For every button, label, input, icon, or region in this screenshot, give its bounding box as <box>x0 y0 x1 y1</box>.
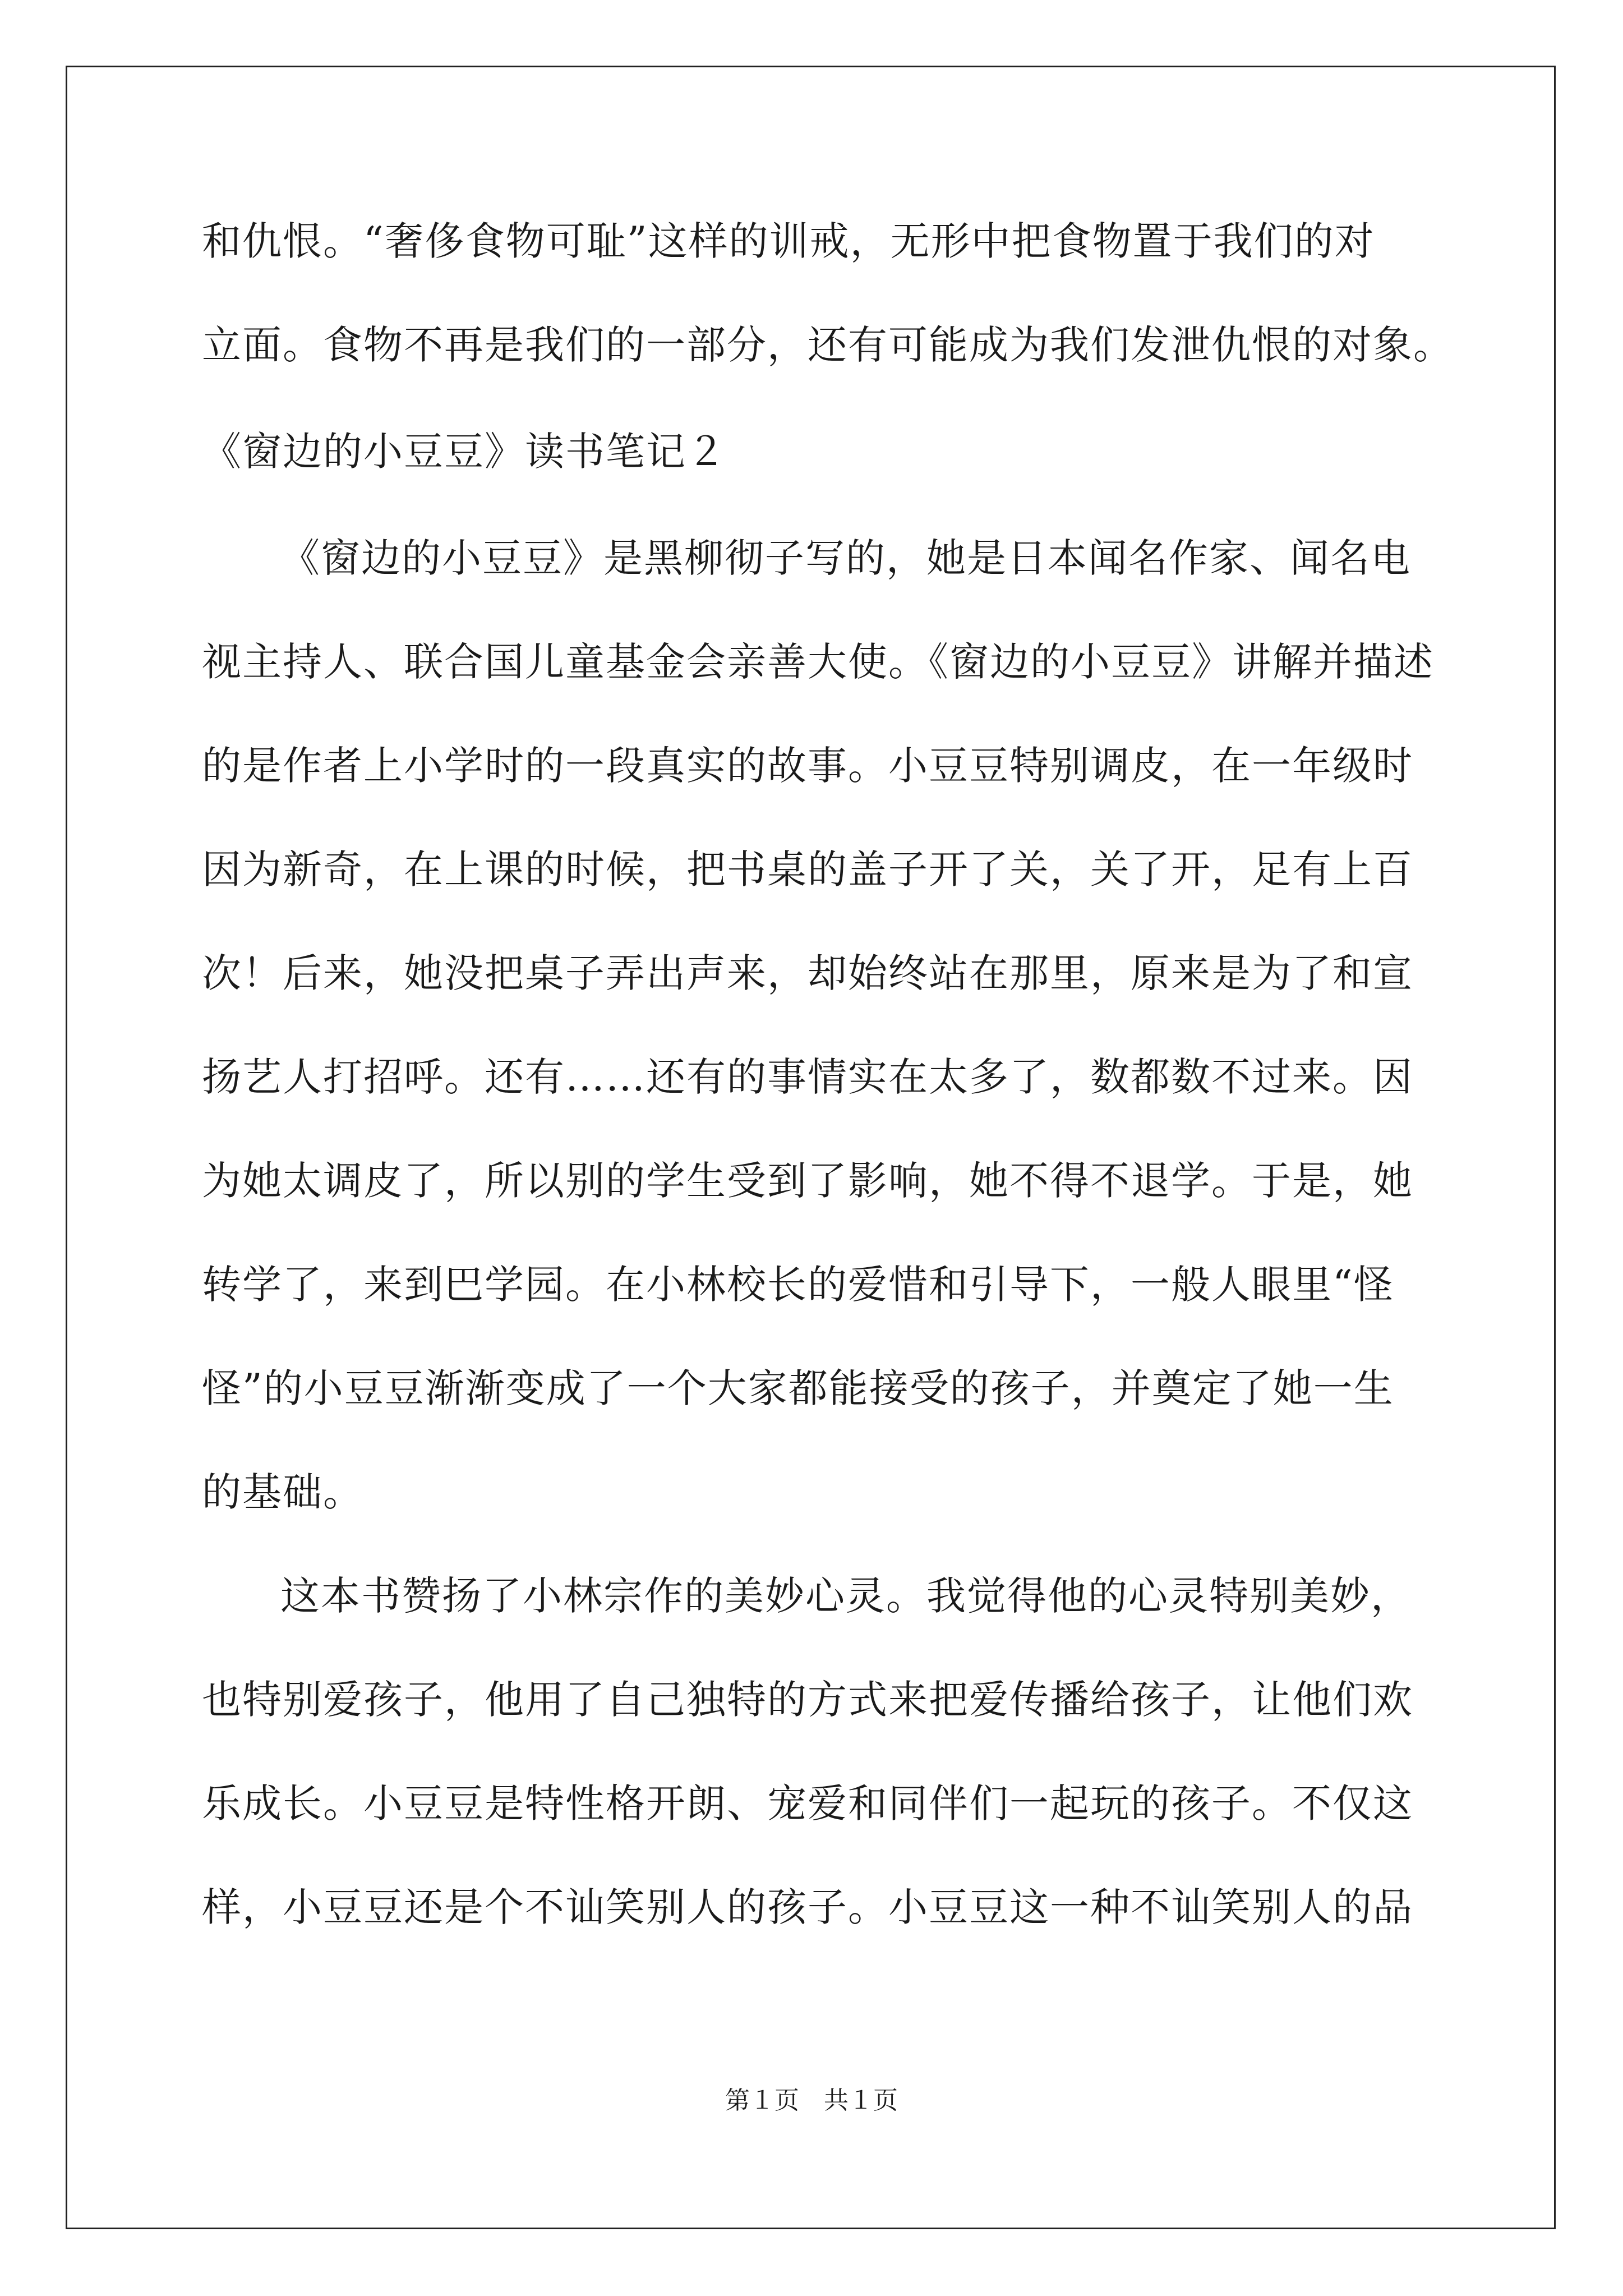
text-line: 视主持人、联合国儿童基金会亲善大使。《窗边的小豆豆》讲解并描述 <box>202 639 1434 685</box>
text-line: 转学了，来到巴学园。在小林校长的爱惜和引导下，一般人眼里“怪 <box>202 1262 1394 1308</box>
text-line: 乐成长。小豆豆是特性格开朗、宠爱和同伴们一起玩的孩子。不仅这 <box>202 1780 1413 1826</box>
text-line: 也特别爱孩子，他用了自己独特的方式来把爱传播给孩子，让他们欢 <box>202 1677 1413 1723</box>
page-number-footer: 第１页 共１页 <box>725 2086 898 2115</box>
text-line: 立面。食物不再是我们的一部分，还有可能成为我们发泄仇恨的对象。 <box>202 322 1454 368</box>
text-line: 《窗边的小豆豆》是黑柳彻子写的，她是日本闻名作家、闻名电 <box>280 535 1411 581</box>
text-line: 扬艺人打招呼。还有……还有的事情实在太多了，数都数不过来。因 <box>202 1054 1413 1100</box>
text-line: 因为新奇，在上课的时候，把书桌的盖子开了关，关了开，足有上百 <box>202 846 1413 892</box>
text-line: 这本书赞扬了小林宗作的美妙心灵。我觉得他的心灵特别美妙， <box>280 1573 1411 1619</box>
text-line: 和仇恨。“奢侈食物可耻”这样的训戒，无形中把食物置于我们的对 <box>202 218 1375 264</box>
text-line: 怪”的小豆豆渐渐变成了一个大家都能接受的孩子，并奠定了她一生 <box>202 1365 1394 1411</box>
text-line: 的基础。 <box>202 1469 363 1515</box>
text-line: 的是作者上小学时的一段真实的故事。小豆豆特别调皮，在一年级时 <box>202 743 1413 789</box>
text-line: 次！后来，她没把桌子弄出声来，却始终站在那里，原来是为了和宣 <box>202 950 1413 996</box>
text-line: 样，小豆豆还是个不讪笑别人的孩子。小豆豆这一种不讪笑别人的品 <box>202 1884 1413 1930</box>
section-heading: 《窗边的小豆豆》读书笔记２ <box>202 429 727 475</box>
text-line: 为她太调皮了，所以别的学生受到了影响，她不得不退学。于是，她 <box>202 1158 1413 1204</box>
